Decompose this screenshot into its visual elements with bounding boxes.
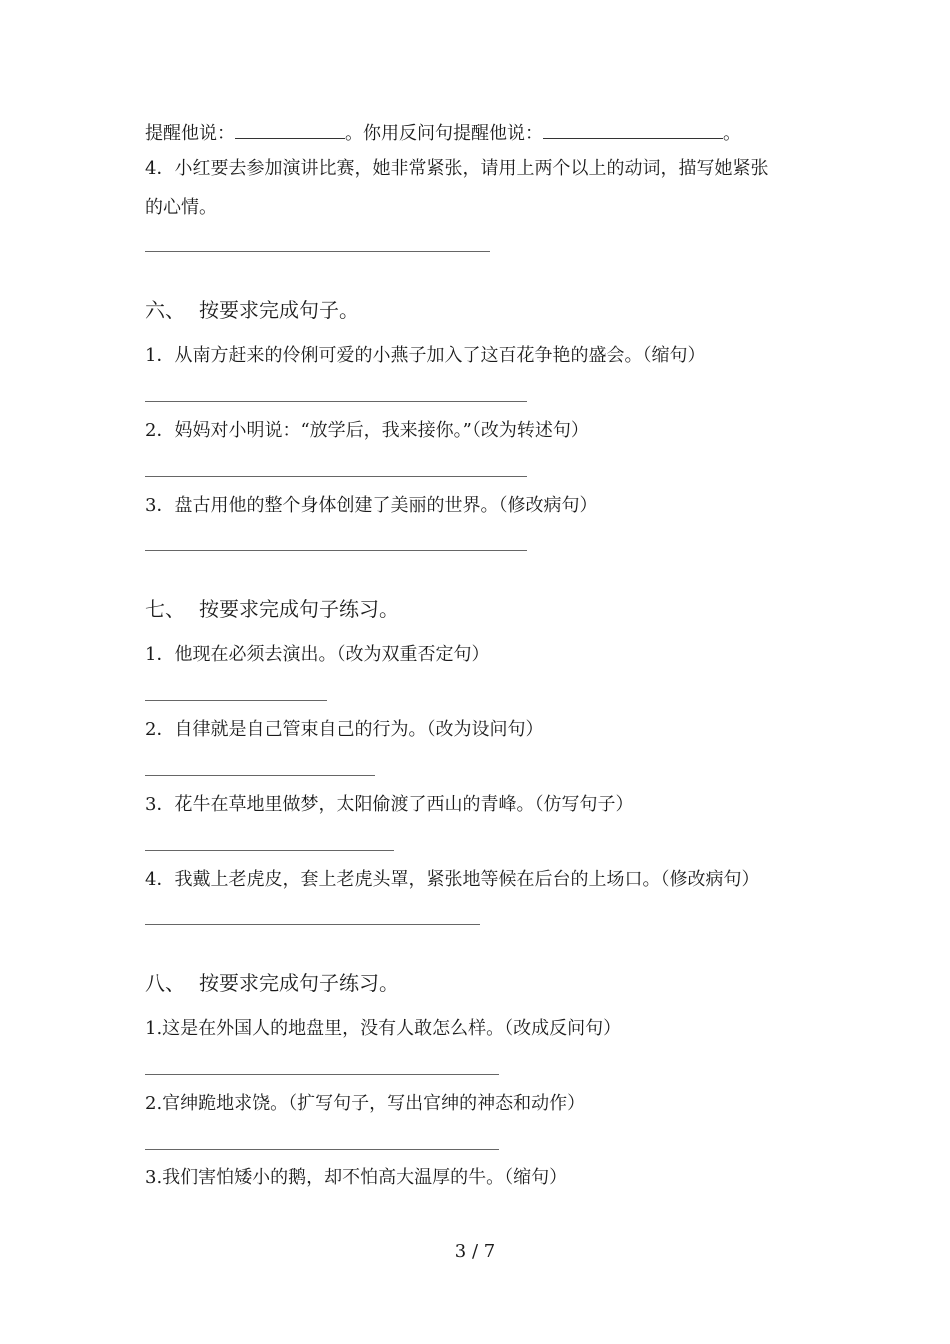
top-q4-line2: 的心情。 (145, 197, 217, 218)
section-8-heading (145, 970, 399, 996)
section-6-number: 六、 (145, 298, 185, 322)
answer-line-s8-q1[interactable] (145, 1074, 499, 1075)
section-7-heading (145, 596, 399, 622)
remind-end: 。 (723, 123, 741, 144)
answer-line-s7-q3[interactable] (145, 850, 394, 851)
answer-line-top-q4[interactable] (145, 251, 490, 252)
section-7-title: 按要求完成句子练习。 (199, 597, 399, 621)
answer-line-s7-q2[interactable] (145, 775, 375, 776)
answer-line-s7-q1[interactable] (145, 700, 327, 701)
section-8-q2: 2.官绅跪地求饶。（扩写句子，写出官绅的神态和动作） (145, 1093, 586, 1114)
remind-prefix: 提醒他说： (145, 123, 235, 144)
section-8-number: 八、 (145, 971, 185, 995)
answer-line-s6-q3[interactable] (145, 550, 527, 551)
section-8-title: 按要求完成句子练习。 (199, 971, 399, 995)
page-number: 3 / 7 (454, 1241, 496, 1262)
section-8-q3: 3.我们害怕矮小的鹅，却不怕高大温厚的牛。（缩句） (145, 1167, 568, 1188)
answer-line-s8-q2[interactable] (145, 1149, 499, 1150)
remind-line (145, 120, 741, 146)
answer-line-s7-q4[interactable] (145, 924, 480, 925)
remind-mid: 。你用反问句提醒他说： (345, 123, 543, 144)
answer-line-s6-q1[interactable] (145, 401, 527, 402)
section-7-q3: 3．花牛在草地里做梦，太阳偷渡了西山的青峰。（仿写句子） (145, 794, 634, 815)
section-6-q2: 2．妈妈对小明说：“放学后，我来接你。”（改为转述句） (145, 420, 589, 441)
section-7-q4: 4．我戴上老虎皮，套上老虎头罩，紧张地等候在后台的上场口。（修改病句） (145, 869, 760, 890)
remind-blank-1[interactable] (235, 120, 345, 139)
section-6-heading (145, 297, 359, 323)
remind-blank-2[interactable] (543, 120, 723, 139)
section-6-q1: 1．从南方赶来的伶俐可爱的小燕子加入了这百花争艳的盛会。（缩句） (145, 345, 706, 366)
section-8-q1: 1.这是在外国人的地盘里，没有人敢怎么样。（改成反问句） (145, 1018, 622, 1039)
top-q4-line1: 4．小红要去参加演讲比赛，她非常紧张，请用上两个以上的动词，描写她紧张 (145, 158, 769, 179)
section-7-number: 七、 (145, 597, 185, 621)
section-6-q3: 3．盘古用他的整个身体创建了美丽的世界。（修改病句） (145, 495, 598, 516)
section-6-title: 按要求完成句子。 (199, 298, 359, 322)
section-7-q2: 2．自律就是自己管束自己的行为。（改为设问句） (145, 719, 544, 740)
answer-line-s6-q2[interactable] (145, 476, 527, 477)
section-7-q1: 1．他现在必须去演出。（改为双重否定句） (145, 644, 490, 665)
